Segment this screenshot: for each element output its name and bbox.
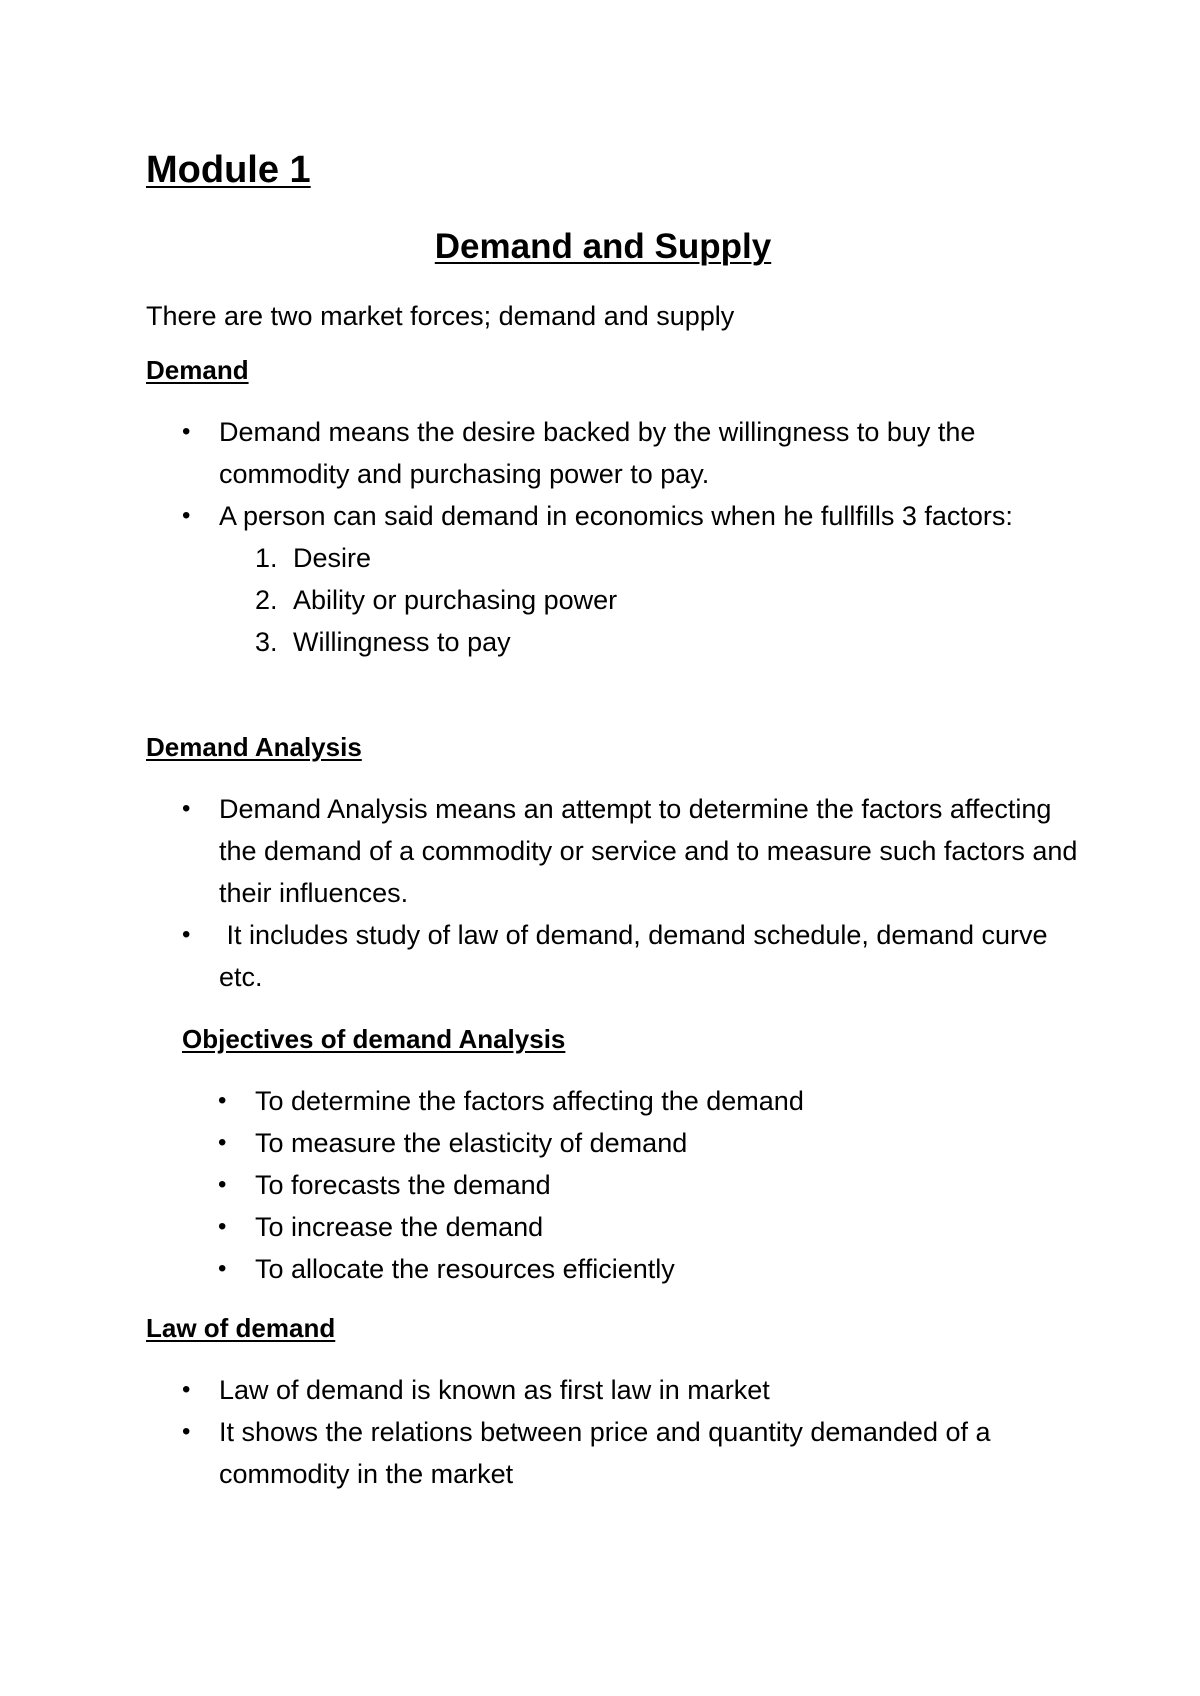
list-item xyxy=(146,914,1086,998)
list-item xyxy=(182,1164,1082,1206)
item-text: Ability or purchasing power xyxy=(293,585,618,615)
objectives-bullet-list xyxy=(182,1080,1082,1290)
list-item-text: To increase the demand xyxy=(255,1212,544,1242)
list-item xyxy=(182,1248,1082,1290)
intro-paragraph: There are two market forces; demand and supply xyxy=(146,301,735,331)
item-number: 1. xyxy=(255,543,278,573)
list-item xyxy=(146,1369,1086,1411)
list-item-text: Law of demand is known as first law in market xyxy=(219,1375,770,1405)
factors-numbered-list xyxy=(219,537,1086,663)
list-item-text: To forecasts the demand xyxy=(255,1170,551,1200)
list-item-text: To allocate the resources efficiently xyxy=(255,1254,675,1284)
list-item-text: To measure the elasticity of demand xyxy=(255,1128,688,1158)
list-item xyxy=(146,1411,1086,1495)
list-item-text: Demand Analysis means an attempt to determine the factors affecting the demand of a commodity or service and to measure such factors and their influences. xyxy=(219,794,1078,908)
list-item xyxy=(182,1122,1082,1164)
demand-bullet-list xyxy=(146,411,1086,663)
item-number: 3. xyxy=(255,627,278,657)
item-text: Willingness to pay xyxy=(293,627,511,657)
item-text: Desire xyxy=(293,543,372,573)
list-item xyxy=(182,1080,1082,1122)
document-title: Demand and Supply xyxy=(434,227,772,266)
demand-analysis-bullet-list xyxy=(146,788,1086,998)
numbered-item xyxy=(219,537,1086,579)
list-item-text: Demand means the desire backed by the willingness to buy the commodity and purchasing power to pay. xyxy=(219,417,976,489)
list-item xyxy=(182,1206,1082,1248)
heading-objectives: Objectives of demand Analysis xyxy=(182,1024,566,1054)
list-item-text: It includes study of law of demand, demand schedule, demand curve etc. xyxy=(219,920,1056,992)
list-item xyxy=(146,788,1086,914)
list-item xyxy=(146,495,1086,663)
numbered-item xyxy=(219,579,1086,621)
law-of-demand-bullet-list xyxy=(146,1369,1086,1495)
list-item-text: It shows the relations between price and quantity demanded of a commodity in the market xyxy=(219,1417,991,1489)
heading-demand: Demand xyxy=(146,355,249,385)
heading-law-of-demand: Law of demand xyxy=(146,1313,336,1343)
list-item xyxy=(146,411,1086,495)
list-item-text: To determine the factors affecting the demand xyxy=(255,1086,804,1116)
list-item-text: A person can said demand in economics when he fullfills 3 factors: xyxy=(219,501,1013,531)
module-title: Module 1 xyxy=(146,149,311,191)
item-number: 2. xyxy=(255,585,278,615)
numbered-item xyxy=(219,621,1086,663)
heading-demand-analysis: Demand Analysis xyxy=(146,732,362,762)
